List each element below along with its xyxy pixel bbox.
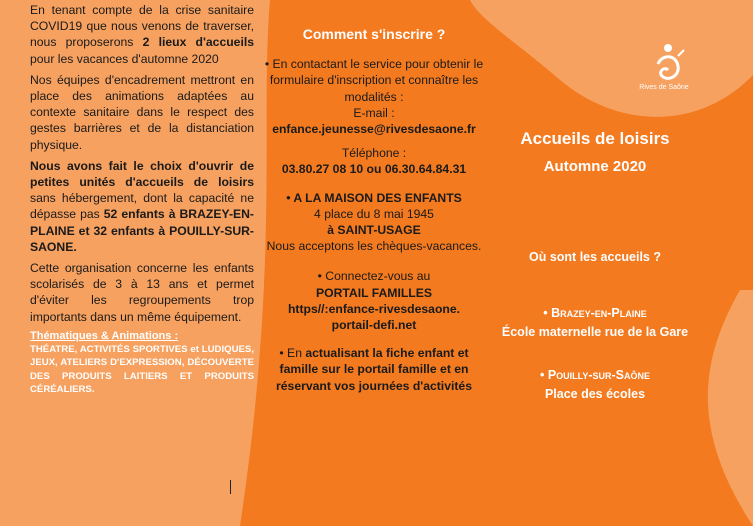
top-right-shape [470,0,753,117]
organisation-paragraph: Cette organisation concerne les enfants scolarisés de 3 à 13 ans et permet d'éviter les regroupements trop importants dans un même équipement. [30,261,254,324]
registration-item-portal: • Connectez-vous au [317,269,431,284]
text-cursor-icon [230,480,237,494]
email-label: E-mail : [353,105,395,120]
registration-title: Comment s'inscrire ? [302,26,446,42]
location-brazey [495,304,695,342]
intro-paragraph: En tenant compte de la crise sanitaire COVID19 que nous venons de traverser, nous proposerons 2 lieux d'accueils pour les vacances d'automne 2020 [30,3,254,66]
logo-label: Rives de Saône [639,84,689,91]
team-paragraph: Nos équipes d'encadrement mettront en place des animations adaptées au contexte sanitaire dans le respect des gestes barrières et de la distanciation physique. [30,72,254,152]
location-brazey-place: École maternelle rue de la Gare [501,325,689,339]
info-column [30,2,254,396]
portal-name: PORTAIL FAMILLES [315,285,432,300]
location-pouilly-name: • Pouilly-sur-Saône [539,368,651,382]
portal-url-line2[interactable]: portail-defi.net [331,318,417,333]
bottom-right-shape [708,290,753,526]
location-brazey-name: • Brazey-en-Plaine [543,306,647,320]
registration-item-contact: • En contactant le service pour obtenir le formulaire d'inscription et connaître les modalités : [264,57,484,104]
locations-question: Où sont les accueils ? [529,250,661,264]
cover-title: Accueils de loisirs [520,129,670,148]
phone-numbers: 03.80.27 08 10 ou 06.30.64.84.31 [281,162,467,177]
portal-url-line1[interactable]: https//:enfance-rivesdesaone. [287,301,461,316]
registration-item-house: • A LA MAISON DES ENFANTS [286,190,462,205]
registration-item-update: • En actualisant la fiche enfant et famille sur le portail famille et en réservant vos journées d'activités [276,346,472,393]
cover-subtitle: Automne 2020 [543,158,647,175]
location-pouilly [495,366,695,404]
rives-de-saone-logo-icon [638,34,698,102]
city-text: à SAINT-USAGE [327,223,421,238]
address-text: 4 place du 8 mai 1945 [314,206,434,221]
location-pouilly-place: Place des écoles [544,387,646,401]
units-paragraph: Nous avons fait le choix d'ouvrir de petites unités d'accueils de loisirs sans hébergement, dont la capacité ne dépasse pas 52 enfants à BRAZEY-EN- PLAINE et 32 enfants à POUILLY-SUR-SAONE. [30,158,254,254]
themes-text: THÉATRE, ACTIVITÉS SPORTIVES et LUDIQUES, JEUX, ATELIERS D'EXPRESSION, DÉCOUVERTE DES PRODUITS LAITIERS ET PRODUITS CÉRÉALIERS. [30,343,254,396]
registration-column [262,26,486,394]
themes-title: Thématiques & Animations : [30,329,179,342]
email-link[interactable]: enfance.jeunesse@rivesdesaone.fr [272,122,476,137]
cheques-text: Nous acceptons les chèques-vacances. [266,239,482,254]
cover-panel [495,128,695,404]
phone-label: Téléphone : [341,146,407,161]
